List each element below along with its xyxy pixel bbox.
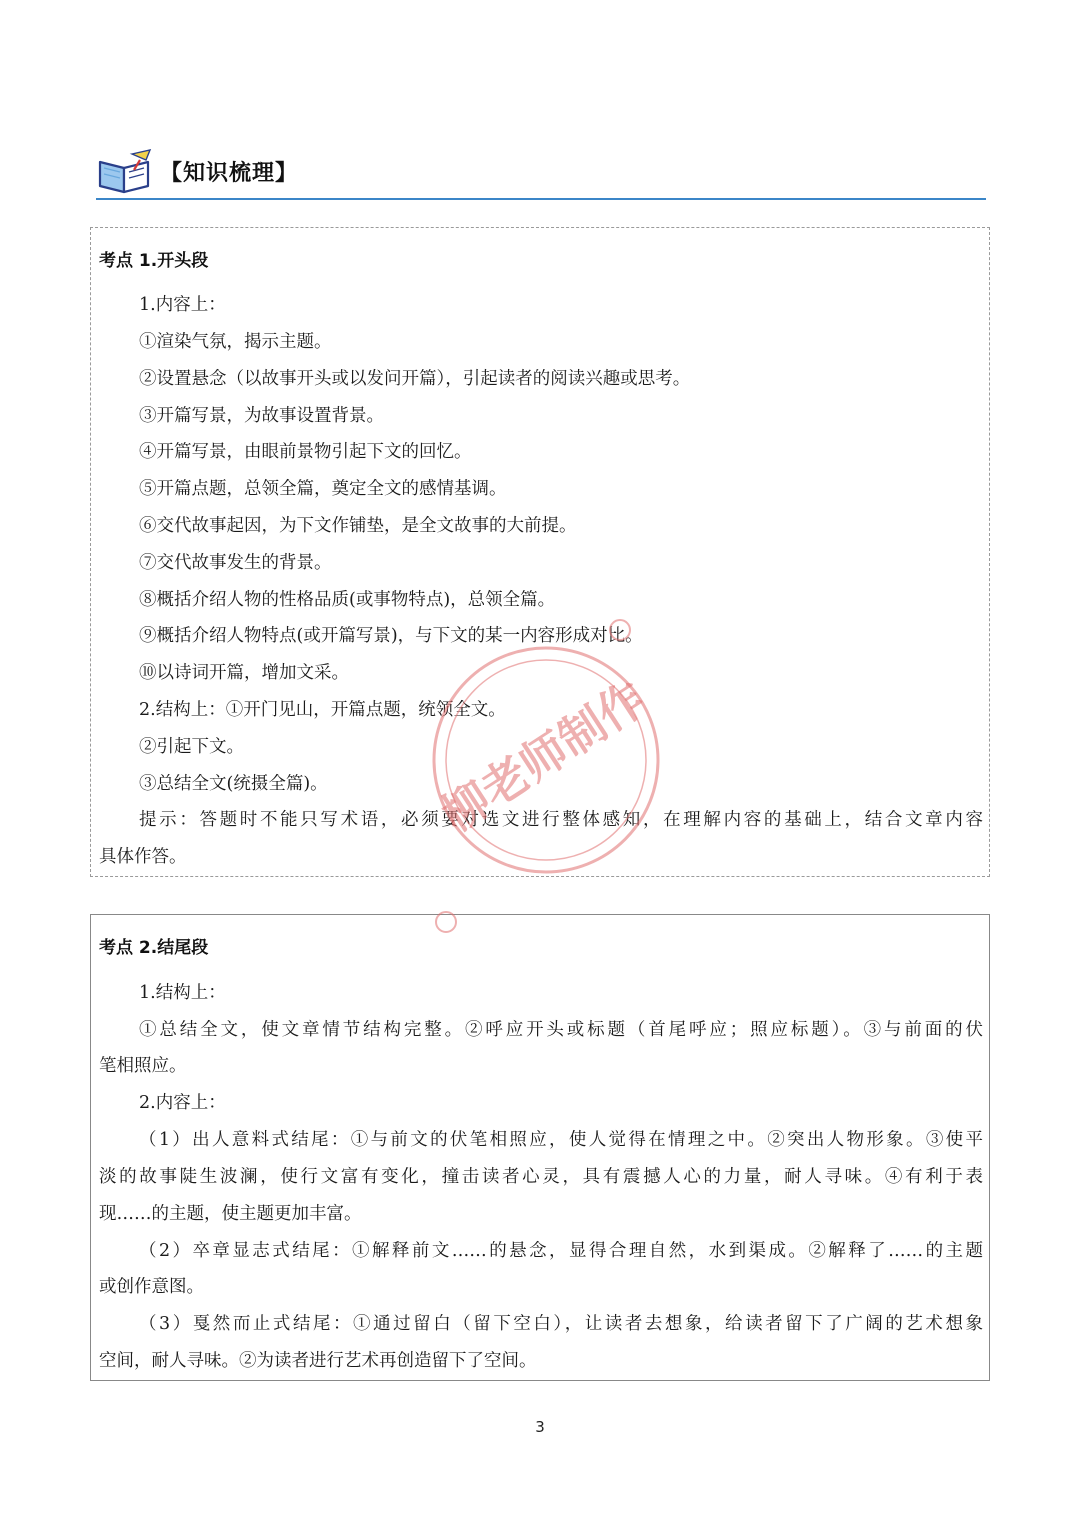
paragraph-line: 淡的故事陡生波澜，使行文富有变化，撞击读者心灵，具有震撼人心的力量，耐人寻味。④有利于表 [99,1167,983,1187]
paragraph-line: 现……的主题，使主题更加丰富。 [99,1204,362,1224]
list-item: ⑧概括介绍人物的性格品质(或事物特点)，总领全篇。 [139,590,556,610]
exam-point-2-box [90,914,990,1381]
list-item: ④开篇写景，由眼前景物引起下文的回忆。 [139,442,472,462]
exam-point-2-title: 考点 2.结尾段 [99,938,209,958]
page-number: 3 [535,1418,545,1436]
list-item: ②设置悬念（以故事开头或以发问开篇），引起读者的阅读兴趣或思考。 [139,369,691,389]
list-item: ⑦交代故事发生的背景。 [139,553,332,573]
header-divider [96,198,986,200]
paragraph-line: 或创作意图。 [99,1277,204,1297]
exam-point-1-box [90,227,990,877]
paragraph-line: 空间，耐人寻味。②为读者进行艺术再创造留下了空间。 [99,1351,537,1371]
list-item: ①渲染气氛，揭示主题。 [139,332,332,352]
list-item: ⑥交代故事起因，为下文作铺垫，是全文故事的大前提。 [139,516,577,536]
paragraph-line: （3）戛然而止式结尾：①通过留白（留下空白），让读者去想象，给读者留下了广阔的艺术想象 [139,1314,983,1334]
paragraph-line: 笔相照应。 [99,1056,187,1076]
list-item: ⑩以诗词开篇，增加文采。 [139,663,349,683]
list-item: ③总结全文(统摄全篇)。 [139,774,328,794]
tip-line: 提示：答题时不能只写术语，必须要对选文进行整体感知，在理解内容的基础上，结合文章内容 [139,810,983,830]
paragraph-line: ①总结全文，使文章情节结构完整。②呼应开头或标题（首尾呼应；照应标题）。③与前面的伏 [139,1020,983,1040]
section-header [96,146,986,202]
list-item: ⑤开篇点题，总领全篇，奠定全文的感情基调。 [139,479,507,499]
structure-line: 2.结构上：①开门见山，开篇点题，统领全文。 [139,700,506,720]
list-item: ②引起下文。 [139,737,244,757]
paragraph-line: （1）出人意料式结尾：①与前文的伏笔相照应，使人觉得在情理之中。②突出人物形象。③使平 [139,1130,983,1150]
section-title: 【知识梳理】 [160,161,299,186]
tip-line: 具体作答。 [99,847,187,867]
content-heading: 1.内容上： [139,295,226,315]
content-heading: 2.内容上： [139,1093,226,1113]
list-item: ③开篇写景，为故事设置背景。 [139,406,384,426]
structure-heading: 1.结构上： [139,983,226,1003]
exam-point-1-title: 考点 1.开头段 [99,251,209,271]
open-book-icon [96,148,154,196]
paragraph-line: （2）卒章显志式结尾：①解释前文……的悬念，显得合理自然，水到渠成。②解释了……的主题 [139,1241,983,1261]
watermark-text: 柳老师制作 [432,671,655,842]
list-item: ⑨概括介绍人物特点(或开篇写景)，与下文的某一内容形成对比。 [139,626,643,646]
